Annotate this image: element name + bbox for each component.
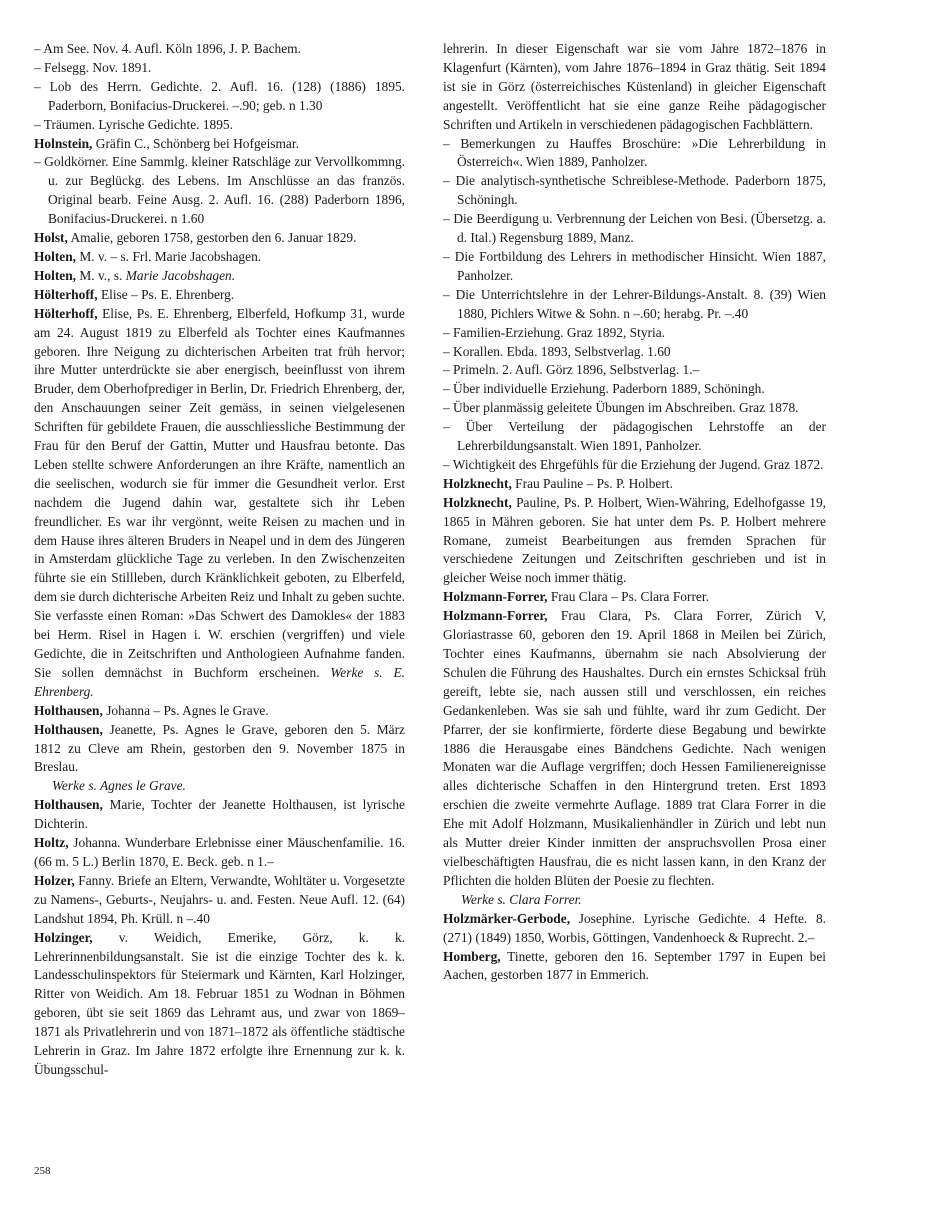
left-column [34,40,405,1080]
entry-text: – Über planmässig geleitete Übungen im Abschreiben. Graz 1878. [443,400,799,416]
entry-headword: Holthausen, [34,797,103,813]
entry-continuation [443,40,826,135]
entry-text: Johanna – Ps. Agnes le Grave. [102,702,269,718]
entry-text: – Die Fortbildung des Lehrers in methodischer Hinsicht. Wien 1887, Panholzer. [443,248,826,283]
entry-text: v. Weidich, Emerike, Görz, k. k. Lehrerinnenbildungsanstalt. Sie ist die einzige Tochter des k. k. Landesschulinspektors für Steiermark und Kärnten, Karl Holzinger, Ritter von Weidich. Am 18. Februar 1851 zu Wodnan in Böhmen geboren, übt sie seit 1869 das Lehramt aus, und zwar von 1869–1871 als Privatlehrerin und von 1871–1872 als öffentliche städtische Lehrerin in Graz. Im Jahre 1872 erfolgte ihre Ernennung zur k. k. Übungsschul- [34,929,405,1077]
page-number: 258 [34,1165,51,1177]
entry-text: – Wichtigkeit des Ehrgefühls für die Erziehung der Jugend. Graz 1872. [443,456,824,472]
entry-text: Jeanette, Ps. Agnes le Grave, geboren den 5. März 1812 zu Cleve am Rhein, gestorben den 9. November 1875 in Breslau. [34,721,405,775]
entry-text: Elise – Ps. E. Ehrenberg. [97,286,235,302]
work-listing [34,153,405,229]
lexicon-entry [34,305,405,702]
lexicon-entry [34,702,405,721]
entry-text: Frau Clara – Ps. Clara Forrer. [547,589,709,605]
entry-headword: Holzmann-Forrer, [443,589,548,605]
work-listing [34,78,405,116]
lexicon-entry [34,286,405,305]
lexicon-entry [443,910,826,948]
works-reference [34,777,405,796]
entry-headword: Holten, [34,248,77,264]
work-listing [34,116,405,135]
work-listing [443,135,826,173]
entry-text: – Felsegg. Nov. 1891. [34,59,152,75]
work-listing [34,40,405,59]
lexicon-entry [34,796,405,834]
entry-headword: Holthausen, [34,721,103,737]
work-listing [443,286,826,324]
work-listing [34,59,405,78]
entry-text: – Am See. Nov. 4. Aufl. Köln 1896, J. P. Bachem. [34,41,301,56]
entry-headword: Hölterhoff, [34,286,98,302]
entry-italic-reference: Werke s. E. Ehrenberg. [34,664,405,699]
entry-text: – Korallen. Ebda. 1893, Selbstverlag. 1.60 [443,343,671,359]
lexicon-entry [34,135,405,154]
work-listing [443,380,826,399]
lexicon-entry [34,229,405,248]
entry-text: M. v., s. [76,267,126,283]
work-listing [443,456,826,475]
work-listing [443,418,826,456]
lexicon-entry [443,494,826,589]
entry-headword: Holnstein, [34,135,93,151]
entry-text: Elise, Ps. E. Ehrenberg, Elberfeld, Hofkump 31, wurde am 24. August 1819 zu Elberfeld als Tochter eines Kaufmannes geboren. Ihre Neigung zu dichterischen Arbeiten trat früh hervor; ihre Mutter unterdrückte sie aber energisch, beeinflusst von ihrem Bruder, dem Oberhofprediger in Berlin, Dr. Friedrich Ehrenberg, der, den Anschauungen seiner Zeit gemäss, in seinen vielgelesenen Schriften für gebildete Frauen, die ausschliessliche Bestimmung der Frau für den Beruf der Gattin, Mutter und Hausfrau betonte. Das Leben stellte schwere Anforderungen an ihre Kräfte, namentlich an die seelischen, wodurch sie für immer die Gesundheit verlor. Erst nachdem die Jugend dahin war, gestaltete sich ihr Leben freundlicher. Es war ihr vergönnt, weite Reisen zu machen und in dem Hause ihres älteren Bruders in Neapel und in dem des Jüngeren in Amsterdam glückliche Tage zu verleben. In den Zwischenzeiten führte sie ein Stillleben, durch Kränklichkeit geboten, zu Elberfeld, dem sie durch dichterische Arbeiten Reiz und Inhalt zu geben suchte. Sie verfasste einen Roman: »Das Schwert des Damokles« der 1883 bei Herm. Risel in Hagen i. W. erschien (vergriffen) und viele Gedichte, die in Zeitschriften und Anthologieen Aufnahme fanden. Sie sollen demnächst in Buchform erscheinen. [34,305,405,680]
work-listing [443,324,826,343]
work-listing [443,399,826,418]
lexicon-entry [443,588,826,607]
lexicon-entry [443,475,826,494]
entry-text: – Goldkörner. Eine Sammlg. kleiner Ratschläge zur Vervollkommng. u. zur Beglückg. des Lebens. Im Anschlüsse an das französ. Original bearb. Feine Ausg. 2. Aufl. 16. (288) Paderborn 1896, Bonifacius-Druckerei. n 1.60 [34,154,405,227]
works-reference [443,891,826,910]
entry-headword: Holzmann-Forrer, [443,608,548,624]
entry-headword: Holthausen, [34,702,103,718]
entry-text: Amalie, geboren 1758, gestorben den 6. Januar 1829. [67,230,357,246]
entry-headword: Hölterhoff, [34,305,98,321]
entry-text: – Träumen. Lyrische Gedichte. 1895. [34,116,233,132]
entry-text: Frau Clara, Ps. Clara Forrer, Zürich V, Gloriastrasse 60, geboren den 19. April 1868 in Meilen bei Zürich, Tochter eines Kaufmanns, übernahm sie nach Absolvierung der Schulen die Führung des Haushaltes. Durch ein ernstes Schicksal früh gereift, lebte sie, nach aussen still und verschlossen, ein reiches Gedankenleben. Was sie sah und fühlte, ward ihr zum Gedicht. Der Pfarrer, der sie konfirmierte, förderte diese Begabung und bewirkte 1886 die Herausgabe eines Bändchens Gedichte. Nach wenigen Monaten war die Auflage vergriffen; doch Hessen Familienereignisse alles dichterische Schaffen in den Hintergrund treten. Erst 1893 erschien die zweite vermehrte Auflage. 1889 trat Clara Forrer in die Ehe mit Adolf Holzmann, Musikalienhändler in Zürich und lebt nun als Mutter dreier Kinder inmitten der anspruchsvollen Prosa einer vielbeschäftigten Hausfrau, die es nicht lassen kann, in den Kranz der Pflichten die holden Blüten der Poesie zu flechten. [443,608,826,888]
entry-text: – Lob des Herrn. Gedichte. 2. Aufl. 16. (128) (1886) 1895. Paderborn, Bonifacius-Druckerei. –.90; geb. n 1.30 [34,78,405,113]
entry-text: – Die analytisch-synthetische Schreiblese-Methode. Paderborn 1875, Schöningh. [443,173,826,208]
entry-headword: Holzmärker-Gerbode, [443,910,571,926]
entry-headword: Holzer, [34,872,75,888]
lexicon-entry [34,872,405,929]
lexicon-entry [443,607,826,891]
entry-text: Josephine. Lyrische Gedichte. 4 Hefte. 8. (271) (1849) 1850, Worbis, Göttingen, Vandenhoeck & Ruprecht. 2.– [443,910,826,945]
entry-text: – Primeln. 2. Aufl. Görz 1896, Selbstverlag. 1.– [443,362,700,378]
lexicon-entry [34,721,405,778]
entry-text: Fanny. Briefe an Eltern, Verwandte, Wohltäter u. Vorgesetzte zu Namens-, Geburts-, Neujahrs- u. and. Festen. Neue Aufl. 12. (64) Landshut 1894, Ph. Krüll. n –.40 [34,872,405,926]
entry-headword: Homberg, [443,948,501,964]
entry-text: – Bemerkungen zu Hauffes Broschüre: »Die Lehrerbildung in Österreich«. Wien 1889, Panholzer. [443,135,826,170]
lexicon-entry [34,267,405,286]
lexicon-entry [34,929,405,1080]
entry-italic-reference: Marie Jacobshagen. [125,267,236,283]
entry-headword: Holzinger, [34,929,93,945]
entry-text: – Die Beerdigung u. Verbrennung der Leichen von Besi. (Übersetzg. a. d. Ital.) Regensburg 1889, Manz. [443,211,826,246]
work-listing [443,210,826,248]
right-column [443,40,826,985]
entry-text: Pauline, Ps. P. Holbert, Wien-Währing, Edelhofgasse 19, 1865 in Mähren geboren. Sie hat unter dem Ps. P. Holbert mehrere Romane, zumeist Bearbeitungen aus fremden Sprachen für verschiedene Zeitungen und Zeitschriften geschrieben und ist in gleicher Weise noch immer thätig. [443,494,826,586]
work-listing [443,361,826,380]
entry-headword: Holtz, [34,835,69,851]
entry-text: lehrerin. In dieser Eigenschaft war sie vom Jahre 1872–1876 in Klagenfurt (Kärnten), vom Jahre 1876–1894 in Graz thätig. Seit 1894 ist sie in Görz (österreichisches Küstenland) in gleicher Eigenschaft angestellt. Veröffentlicht hat sie eine ganze Reihe pädagogischer Schriften und Artikeln in verschiedenen pädagogischen Fachblättern. [443,41,826,132]
entry-headword: Holten, [34,267,77,283]
work-listing [443,343,826,362]
entry-text: M. v. – s. Frl. Marie Jacobshagen. [76,248,262,264]
work-listing [443,248,826,286]
entry-text: Johanna. Wunderbare Erlebnisse einer Mäuschenfamilie. 16. (66 m. 5 L.) Berlin 1870, E. Beck. geb. n 1.– [34,835,405,869]
entry-text: Gräfin C., Schönberg bei Hofgeismar. [92,135,299,151]
entry-text: Werke s. Agnes le Grave. [52,778,186,794]
lexicon-entry [443,948,826,986]
entry-text: – Über individuelle Erziehung. Paderborn 1889, Schöningh. [443,381,765,397]
entry-text: Marie, Tochter der Jeanette Holthausen, ist lyrische Dichterin. [34,797,405,832]
entry-headword: Holzknecht, [443,475,512,491]
entry-text: Frau Pauline – Ps. P. Holbert. [511,475,673,491]
work-listing [443,172,826,210]
entry-text: Werke s. Clara Forrer. [461,891,582,907]
entry-text: Tinette, geboren den 16. September 1797 in Eupen bei Aachen, gestorben 1877 in Emmerich. [443,948,826,983]
lexicon-entry [34,834,405,872]
lexicon-entry [34,248,405,267]
entry-text: – Familien-Erziehung. Graz 1892, Styria. [443,324,666,340]
entry-headword: Holzknecht, [443,494,512,510]
entry-headword: Holst, [34,230,68,246]
entry-text: – Über Verteilung der pädagogischen Lehrstoffe an der Lehrerbildungsanstalt. Wien 1891, Panholzer. [443,419,826,454]
entry-text: – Die Unterrichtslehre in der Lehrer-Bildungs-Anstalt. 8. (39) Wien 1880, Pichlers Witwe & Sohn. n –.60; herabg. Pr. –.40 [443,286,826,321]
